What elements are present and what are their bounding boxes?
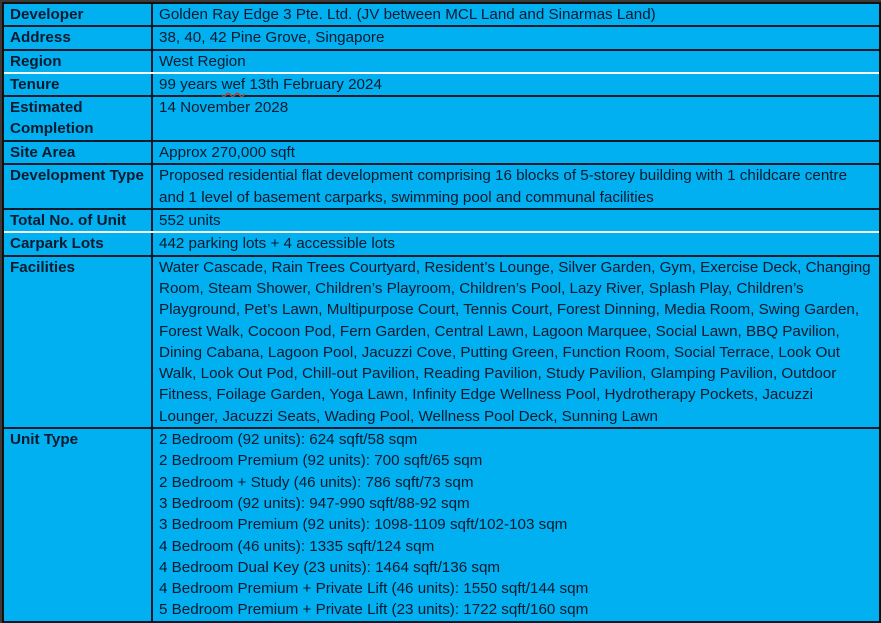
row-value: West Region bbox=[152, 50, 879, 73]
row-label: Estimated Completion bbox=[4, 96, 152, 141]
row-label: Unit Type bbox=[4, 428, 152, 622]
row-value: Golden Ray Edge 3 Pte. Ltd. (JV between MCL Land and Sinarmas Land) bbox=[152, 4, 879, 26]
tenure-text-suffix: 13th February 2024 bbox=[245, 75, 382, 93]
unit-type-item: 5 Bedroom Premium + Private Lift (23 units): 1722 sqft/160 sqm bbox=[159, 601, 589, 619]
row-label: Development Type bbox=[4, 164, 152, 209]
table-row-estimated-completion bbox=[4, 96, 879, 141]
table-row-tenure bbox=[4, 73, 879, 96]
table-row-development-type bbox=[4, 164, 879, 209]
unit-type-item: 3 Bedroom (92 units): 947-990 sqft/88-92 sqm bbox=[159, 494, 470, 512]
row-label: Tenure bbox=[4, 73, 152, 96]
project-details-table-container bbox=[2, 2, 881, 623]
row-value: Approx 270,000 sqft bbox=[152, 141, 879, 164]
unit-type-list bbox=[152, 428, 879, 622]
unit-type-item: 4 Bedroom Dual Key (23 units): 1464 sqft/136 sqm bbox=[159, 558, 501, 576]
table-row-total-units bbox=[4, 209, 879, 232]
table-row-site-area bbox=[4, 141, 879, 164]
row-value: 38, 40, 42 Pine Grove, Singapore bbox=[152, 26, 879, 49]
unit-type-item: 4 Bedroom Premium + Private Lift (46 units): 1550 sqft/144 sqm bbox=[159, 580, 589, 598]
row-label: Total No. of Unit bbox=[4, 209, 152, 232]
table-row-unit-type bbox=[4, 428, 879, 622]
row-label: Developer bbox=[4, 4, 152, 26]
unit-type-item: 3 Bedroom Premium (92 units): 1098-1109 sqft/102-103 sqm bbox=[159, 516, 568, 534]
table-row-region bbox=[4, 50, 879, 73]
row-value: 442 parking lots + 4 accessible lots bbox=[152, 232, 879, 255]
table-row-facilities bbox=[4, 256, 879, 428]
row-label: Site Area bbox=[4, 141, 152, 164]
project-details-table bbox=[4, 4, 879, 623]
row-value: Water Cascade, Rain Trees Courtyard, Resident’s Lounge, Silver Garden, Gym, Exercise Deck, Changing Room, Steam Shower, Children’s Playroom, Children’s Pool, Lazy River, Splash Play, Children’s Playground, Pet’s Lawn, Multipurpose Court, Tennis Court, Forest Dinning, Media Room, Swing Garden, Forest Walk, Cocoon Pod, Fern Garden, Central Lawn, Lagoon Marquee, Social Lawn, BBQ Pavilion, Dining Cabana, Lagoon Pool, Jacuzzi Cove, Putting Green, Function Room, Social Terrace, Look Out Walk, Look Out Pod, Chill-out Pavilion, Reading Pavilion, Study Pavilion, Glamping Pavilion, Outdoor Fitness, Foilage Garden, Yoga Lawn, Infinity Edge Wellness Pool, Hydrotherapy Pockets, Jacuzzi Lounger, Jacuzzi Seats, Wading Pool, Wellness Pool Deck, Sunning Lawn bbox=[152, 256, 879, 428]
row-value: 14 November 2028 bbox=[152, 96, 879, 141]
table-row-carpark-lots bbox=[4, 232, 879, 255]
tenure-text-prefix: 99 years bbox=[159, 75, 222, 93]
unit-type-item: 4 Bedroom (46 units): 1335 sqft/124 sqm bbox=[159, 537, 435, 555]
row-value: 552 units bbox=[152, 209, 879, 232]
unit-type-item: 2 Bedroom (92 units): 624 sqft/58 sqm bbox=[159, 431, 418, 449]
row-label: Address bbox=[4, 26, 152, 49]
row-label: Carpark Lots bbox=[4, 232, 152, 255]
table-row-address bbox=[4, 26, 879, 49]
row-label: Region bbox=[4, 50, 152, 73]
table-row-developer bbox=[4, 4, 879, 26]
unit-type-item: 2 Bedroom Premium (92 units): 700 sqft/65 sqm bbox=[159, 452, 483, 470]
row-value bbox=[152, 73, 879, 96]
unit-type-item: 2 Bedroom + Study (46 units): 786 sqft/73 sqm bbox=[159, 473, 474, 491]
row-label: Facilities bbox=[4, 256, 152, 428]
row-value: Proposed residential flat development comprising 16 blocks of 5-storey building with 1 childcare centre and 1 level of basement carparks, swimming pool and communal facilities bbox=[152, 164, 879, 209]
spellcheck-flagged-word: wef bbox=[221, 75, 246, 93]
